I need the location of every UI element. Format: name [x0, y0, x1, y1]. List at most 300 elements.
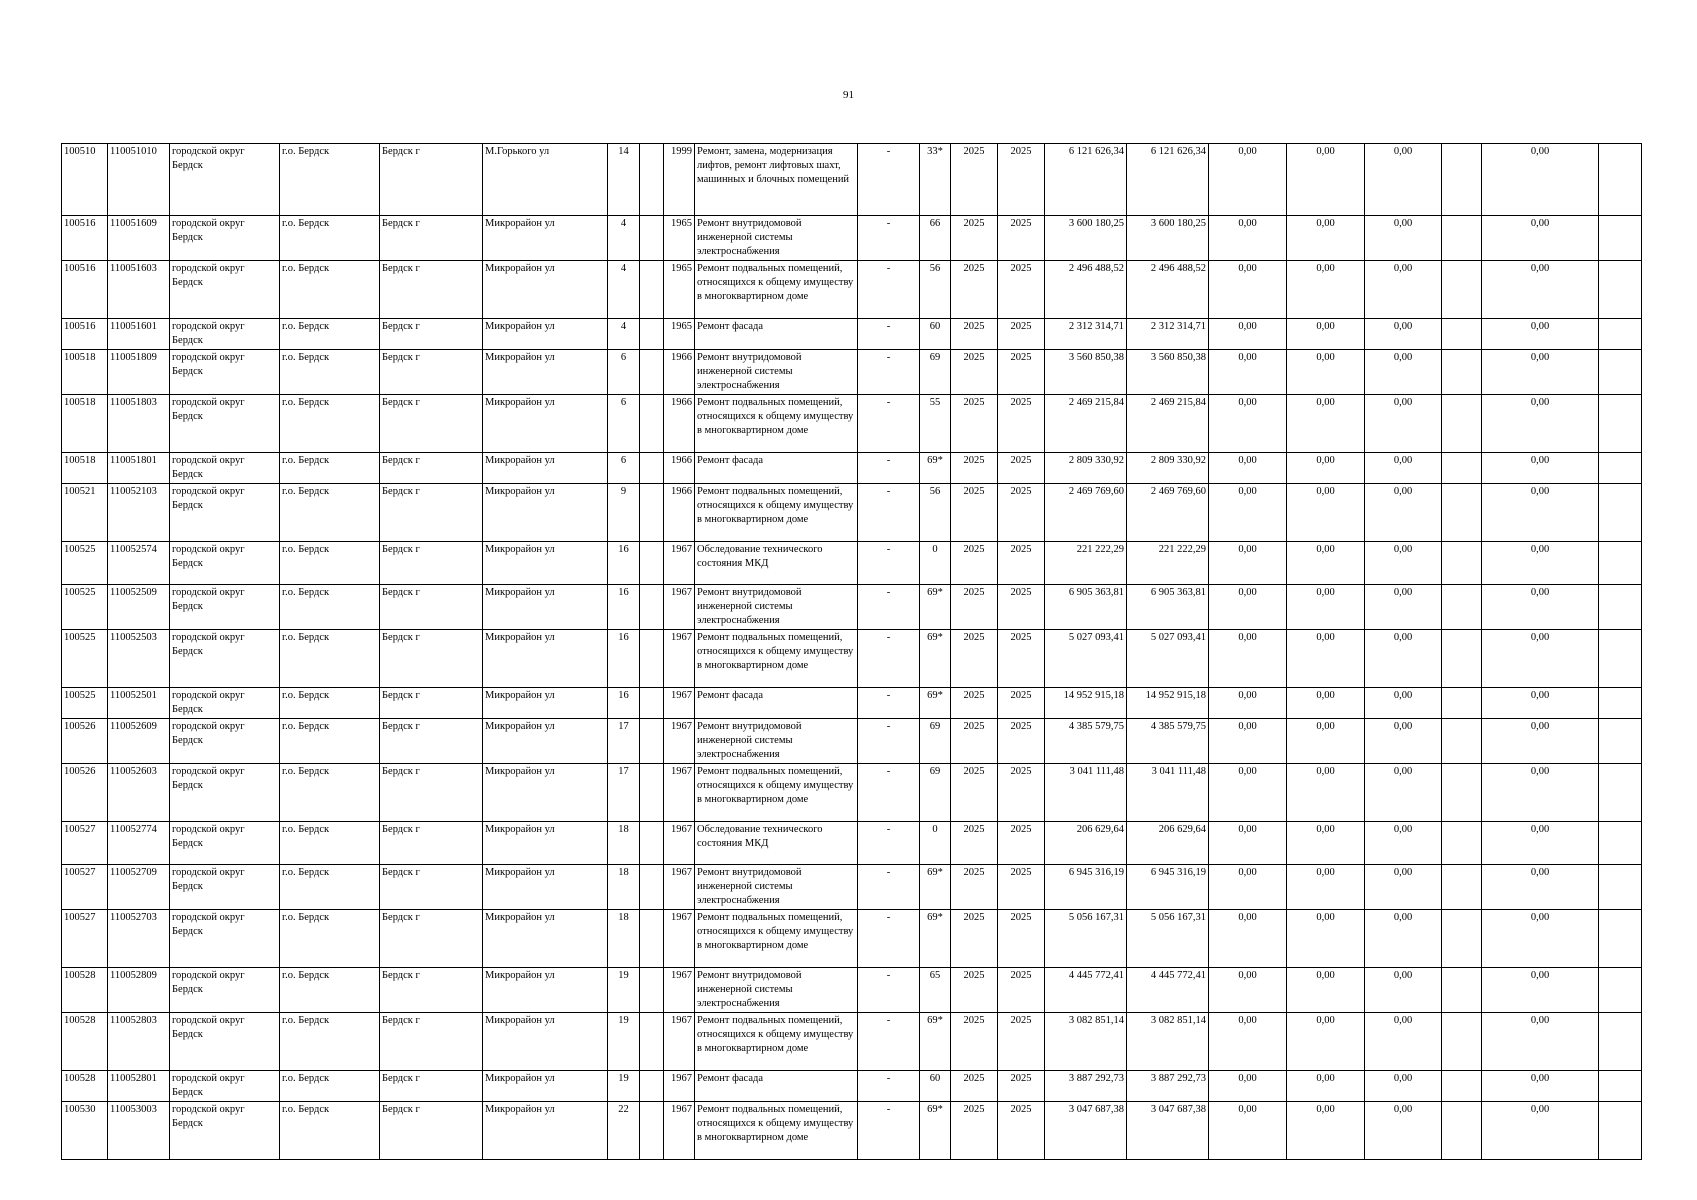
cell-budget-local: 0,00	[1365, 350, 1442, 395]
cell-building-number	[640, 144, 664, 216]
cell-budget-regional: 0,00	[1287, 484, 1365, 542]
cell-fund-cost: 3 047 687,38	[1127, 1102, 1209, 1160]
cell-district: городской округ Бердск	[170, 822, 280, 865]
cell-house-number: 18	[608, 822, 640, 865]
cell-owner-funds: 0,00	[1482, 865, 1599, 910]
cell-building-number	[640, 395, 664, 453]
cell-unit: -	[858, 319, 920, 350]
cell-budget-local: 0,00	[1365, 630, 1442, 688]
cell-unit: -	[858, 688, 920, 719]
cell-house-number: 17	[608, 719, 640, 764]
cell-work-code: 110052774	[108, 822, 170, 865]
cell-build-year: 1967	[664, 1013, 695, 1071]
cell-build-year: 1967	[664, 822, 695, 865]
cell-house-code: 100516	[62, 261, 108, 319]
cell-budget-regional: 0,00	[1287, 865, 1365, 910]
cell-build-year: 1966	[664, 350, 695, 395]
cell-extra-end	[1599, 764, 1642, 822]
cell-municipality: г.о. Бердск	[280, 719, 380, 764]
cell-fund-cost: 5 027 093,41	[1127, 630, 1209, 688]
cell-budget-local: 0,00	[1365, 865, 1442, 910]
cell-house-number: 18	[608, 865, 640, 910]
cell-settlement: Бердск г	[380, 865, 483, 910]
cell-wear-percent: 55	[920, 395, 951, 453]
cell-owner-funds: 0,00	[1482, 968, 1599, 1013]
cell-house-code: 100518	[62, 453, 108, 484]
cell-owner-funds: 0,00	[1482, 484, 1599, 542]
cell-work-code: 110052703	[108, 910, 170, 968]
cell-district: городской округ Бердск	[170, 144, 280, 216]
cell-start-year: 2025	[951, 319, 998, 350]
cell-house-code: 100530	[62, 1102, 108, 1160]
cell-unit: -	[858, 865, 920, 910]
table-row	[62, 144, 1642, 216]
cell-start-year: 2025	[951, 910, 998, 968]
cell-fund-cost: 206 629,64	[1127, 822, 1209, 865]
cell-work-type: Ремонт, замена, модернизация лифтов, ремонт лифтовых шахт, машинных и блочных помещений	[695, 144, 858, 216]
cell-extra-end	[1599, 719, 1642, 764]
cell-fund-cost: 6 945 316,19	[1127, 865, 1209, 910]
cell-budget-regional: 0,00	[1287, 822, 1365, 865]
cell-street: Микрорайон ул	[483, 350, 608, 395]
cell-work-code: 110052609	[108, 719, 170, 764]
cell-build-year: 1967	[664, 968, 695, 1013]
table-row	[62, 764, 1642, 822]
cell-settlement: Бердск г	[380, 688, 483, 719]
cell-house-number: 4	[608, 216, 640, 261]
cell-house-number: 22	[608, 1102, 640, 1160]
cell-extra-end	[1599, 319, 1642, 350]
cell-house-number: 19	[608, 968, 640, 1013]
cell-municipality: г.о. Бердск	[280, 865, 380, 910]
cell-building-number	[640, 1102, 664, 1160]
cell-budget-regional: 0,00	[1287, 630, 1365, 688]
cell-budget-regional: 0,00	[1287, 144, 1365, 216]
cell-unit: -	[858, 968, 920, 1013]
cell-work-type: Ремонт внутридомовой инженерной системы электроснабжения	[695, 350, 858, 395]
cell-unit: -	[858, 261, 920, 319]
cell-owner-funds: 0,00	[1482, 585, 1599, 630]
cell-work-type: Ремонт подвальных помещений, относящихся к общему имуществу в многоквартирном доме	[695, 1102, 858, 1160]
cell-street: Микрорайон ул	[483, 1071, 608, 1102]
cell-settlement: Бердск г	[380, 968, 483, 1013]
cell-extra-end	[1599, 968, 1642, 1013]
cell-owner-funds: 0,00	[1482, 453, 1599, 484]
cell-unit: -	[858, 453, 920, 484]
cell-house-code: 100525	[62, 688, 108, 719]
cell-extra	[1442, 719, 1482, 764]
cell-end-year: 2025	[998, 1071, 1045, 1102]
cell-work-type: Ремонт фасада	[695, 319, 858, 350]
cell-work-code: 110052801	[108, 1071, 170, 1102]
cell-start-year: 2025	[951, 1013, 998, 1071]
cell-budget-federal: 0,00	[1209, 865, 1287, 910]
cell-start-year: 2025	[951, 585, 998, 630]
cell-start-year: 2025	[951, 719, 998, 764]
cell-budget-federal: 0,00	[1209, 968, 1287, 1013]
cell-extra	[1442, 865, 1482, 910]
cell-house-number: 6	[608, 350, 640, 395]
cell-house-number: 14	[608, 144, 640, 216]
cell-street: Микрорайон ул	[483, 910, 608, 968]
cell-build-year: 1966	[664, 453, 695, 484]
cell-extra-end	[1599, 822, 1642, 865]
cell-owner-funds: 0,00	[1482, 1013, 1599, 1071]
cell-budget-federal: 0,00	[1209, 719, 1287, 764]
cell-budget-federal: 0,00	[1209, 1071, 1287, 1102]
cell-house-code: 100510	[62, 144, 108, 216]
cell-budget-regional: 0,00	[1287, 688, 1365, 719]
table-row	[62, 484, 1642, 542]
cell-street: Микрорайон ул	[483, 719, 608, 764]
cell-building-number	[640, 822, 664, 865]
cell-owner-funds: 0,00	[1482, 719, 1599, 764]
cell-settlement: Бердск г	[380, 216, 483, 261]
cell-wear-percent: 0	[920, 542, 951, 585]
cell-end-year: 2025	[998, 968, 1045, 1013]
cell-total-cost: 2 469 769,60	[1045, 484, 1127, 542]
cell-street: Микрорайон ул	[483, 822, 608, 865]
cell-build-year: 1967	[664, 1102, 695, 1160]
cell-owner-funds: 0,00	[1482, 395, 1599, 453]
cell-end-year: 2025	[998, 484, 1045, 542]
cell-district: городской округ Бердск	[170, 688, 280, 719]
cell-fund-cost: 2 496 488,52	[1127, 261, 1209, 319]
cell-end-year: 2025	[998, 585, 1045, 630]
cell-start-year: 2025	[951, 1071, 998, 1102]
table-row	[62, 453, 1642, 484]
cell-build-year: 1999	[664, 144, 695, 216]
cell-budget-federal: 0,00	[1209, 822, 1287, 865]
cell-settlement: Бердск г	[380, 144, 483, 216]
table-row	[62, 261, 1642, 319]
cell-start-year: 2025	[951, 395, 998, 453]
cell-work-type: Обследование технического состояния МКД	[695, 822, 858, 865]
cell-extra	[1442, 968, 1482, 1013]
cell-building-number	[640, 968, 664, 1013]
cell-budget-regional: 0,00	[1287, 719, 1365, 764]
cell-house-code: 100526	[62, 764, 108, 822]
cell-unit: -	[858, 542, 920, 585]
table-row	[62, 1071, 1642, 1102]
cell-budget-federal: 0,00	[1209, 216, 1287, 261]
cell-fund-cost: 2 469 215,84	[1127, 395, 1209, 453]
cell-wear-percent: 69*	[920, 453, 951, 484]
cell-total-cost: 4 445 772,41	[1045, 968, 1127, 1013]
cell-extra	[1442, 484, 1482, 542]
cell-build-year: 1965	[664, 216, 695, 261]
cell-total-cost: 5 027 093,41	[1045, 630, 1127, 688]
cell-budget-regional: 0,00	[1287, 542, 1365, 585]
cell-extra	[1442, 1013, 1482, 1071]
cell-budget-federal: 0,00	[1209, 395, 1287, 453]
table-row	[62, 688, 1642, 719]
cell-house-code: 100525	[62, 542, 108, 585]
cell-settlement: Бердск г	[380, 1013, 483, 1071]
cell-fund-cost: 3 082 851,14	[1127, 1013, 1209, 1071]
cell-house-code: 100516	[62, 216, 108, 261]
cell-end-year: 2025	[998, 1102, 1045, 1160]
cell-street: М.Горького ул	[483, 144, 608, 216]
cell-owner-funds: 0,00	[1482, 216, 1599, 261]
cell-street: Микрорайон ул	[483, 630, 608, 688]
cell-unit: -	[858, 764, 920, 822]
cell-district: городской округ Бердск	[170, 764, 280, 822]
cell-extra	[1442, 542, 1482, 585]
cell-district: городской округ Бердск	[170, 1102, 280, 1160]
cell-extra-end	[1599, 453, 1642, 484]
cell-start-year: 2025	[951, 630, 998, 688]
cell-total-cost: 6 945 316,19	[1045, 865, 1127, 910]
cell-fund-cost: 6 905 363,81	[1127, 585, 1209, 630]
cell-work-code: 110052809	[108, 968, 170, 1013]
cell-total-cost: 3 082 851,14	[1045, 1013, 1127, 1071]
cell-extra	[1442, 319, 1482, 350]
cell-start-year: 2025	[951, 144, 998, 216]
cell-budget-local: 0,00	[1365, 764, 1442, 822]
cell-unit: -	[858, 719, 920, 764]
cell-budget-regional: 0,00	[1287, 1071, 1365, 1102]
cell-budget-regional: 0,00	[1287, 319, 1365, 350]
cell-budget-regional: 0,00	[1287, 350, 1365, 395]
cell-extra	[1442, 1071, 1482, 1102]
cell-house-number: 16	[608, 585, 640, 630]
cell-total-cost: 6 121 626,34	[1045, 144, 1127, 216]
cell-municipality: г.о. Бердск	[280, 542, 380, 585]
cell-build-year: 1967	[664, 688, 695, 719]
cell-street: Микрорайон ул	[483, 261, 608, 319]
table-row	[62, 719, 1642, 764]
cell-building-number	[640, 1071, 664, 1102]
register-table	[61, 143, 1642, 1160]
cell-budget-federal: 0,00	[1209, 144, 1287, 216]
cell-house-number: 4	[608, 319, 640, 350]
cell-district: городской округ Бердск	[170, 350, 280, 395]
cell-work-type: Ремонт подвальных помещений, относящихся к общему имуществу в многоквартирном доме	[695, 630, 858, 688]
cell-budget-federal: 0,00	[1209, 585, 1287, 630]
cell-house-number: 17	[608, 764, 640, 822]
cell-work-type: Ремонт фасада	[695, 1071, 858, 1102]
cell-unit: -	[858, 1071, 920, 1102]
cell-settlement: Бердск г	[380, 630, 483, 688]
cell-budget-local: 0,00	[1365, 822, 1442, 865]
cell-build-year: 1967	[664, 719, 695, 764]
cell-total-cost: 3 887 292,73	[1045, 1071, 1127, 1102]
cell-house-number: 6	[608, 395, 640, 453]
cell-house-code: 100528	[62, 968, 108, 1013]
cell-wear-percent: 60	[920, 319, 951, 350]
cell-budget-local: 0,00	[1365, 144, 1442, 216]
cell-fund-cost: 5 056 167,31	[1127, 910, 1209, 968]
cell-municipality: г.о. Бердск	[280, 688, 380, 719]
cell-end-year: 2025	[998, 719, 1045, 764]
table-row	[62, 350, 1642, 395]
cell-budget-local: 0,00	[1365, 1102, 1442, 1160]
cell-owner-funds: 0,00	[1482, 688, 1599, 719]
cell-house-code: 100528	[62, 1013, 108, 1071]
cell-budget-regional: 0,00	[1287, 216, 1365, 261]
table-row	[62, 630, 1642, 688]
table-row	[62, 968, 1642, 1013]
cell-house-code: 100518	[62, 350, 108, 395]
cell-total-cost: 2 312 314,71	[1045, 319, 1127, 350]
cell-work-type: Ремонт подвальных помещений, относящихся к общему имуществу в многоквартирном доме	[695, 764, 858, 822]
cell-municipality: г.о. Бердск	[280, 1013, 380, 1071]
cell-district: городской округ Бердск	[170, 865, 280, 910]
cell-wear-percent: 0	[920, 822, 951, 865]
cell-build-year: 1965	[664, 319, 695, 350]
cell-district: городской округ Бердск	[170, 484, 280, 542]
cell-extra-end	[1599, 1102, 1642, 1160]
page-number: 91	[843, 89, 854, 101]
cell-start-year: 2025	[951, 865, 998, 910]
cell-unit: -	[858, 630, 920, 688]
cell-wear-percent: 69*	[920, 1013, 951, 1071]
cell-owner-funds: 0,00	[1482, 350, 1599, 395]
cell-unit: -	[858, 216, 920, 261]
cell-end-year: 2025	[998, 216, 1045, 261]
cell-budget-federal: 0,00	[1209, 542, 1287, 585]
cell-district: городской округ Бердск	[170, 968, 280, 1013]
cell-total-cost: 3 600 180,25	[1045, 216, 1127, 261]
cell-house-code: 100528	[62, 1071, 108, 1102]
cell-street: Микрорайон ул	[483, 968, 608, 1013]
cell-wear-percent: 65	[920, 968, 951, 1013]
cell-start-year: 2025	[951, 453, 998, 484]
cell-building-number	[640, 585, 664, 630]
cell-unit: -	[858, 1013, 920, 1071]
cell-budget-federal: 0,00	[1209, 630, 1287, 688]
cell-extra-end	[1599, 216, 1642, 261]
cell-work-type: Ремонт фасада	[695, 453, 858, 484]
cell-municipality: г.о. Бердск	[280, 395, 380, 453]
cell-municipality: г.о. Бердск	[280, 350, 380, 395]
cell-extra-end	[1599, 1013, 1642, 1071]
cell-extra-end	[1599, 144, 1642, 216]
cell-owner-funds: 0,00	[1482, 542, 1599, 585]
cell-municipality: г.о. Бердск	[280, 1071, 380, 1102]
cell-extra-end	[1599, 585, 1642, 630]
cell-work-code: 110052574	[108, 542, 170, 585]
cell-build-year: 1967	[664, 865, 695, 910]
table-row	[62, 1013, 1642, 1071]
cell-house-code: 100527	[62, 822, 108, 865]
cell-building-number	[640, 542, 664, 585]
cell-extra	[1442, 395, 1482, 453]
cell-budget-federal: 0,00	[1209, 484, 1287, 542]
table-row	[62, 910, 1642, 968]
cell-budget-regional: 0,00	[1287, 910, 1365, 968]
cell-wear-percent: 60	[920, 1071, 951, 1102]
cell-total-cost: 221 222,29	[1045, 542, 1127, 585]
cell-work-type: Ремонт внутридомовой инженерной системы электроснабжения	[695, 865, 858, 910]
cell-extra	[1442, 350, 1482, 395]
cell-district: городской округ Бердск	[170, 585, 280, 630]
cell-settlement: Бердск г	[380, 319, 483, 350]
cell-end-year: 2025	[998, 395, 1045, 453]
cell-building-number	[640, 688, 664, 719]
cell-budget-regional: 0,00	[1287, 395, 1365, 453]
cell-municipality: г.о. Бердск	[280, 453, 380, 484]
cell-start-year: 2025	[951, 764, 998, 822]
cell-work-code: 110053003	[108, 1102, 170, 1160]
cell-fund-cost: 3 887 292,73	[1127, 1071, 1209, 1102]
cell-building-number	[640, 764, 664, 822]
cell-street: Микрорайон ул	[483, 319, 608, 350]
cell-work-code: 110051010	[108, 144, 170, 216]
cell-start-year: 2025	[951, 542, 998, 585]
cell-building-number	[640, 910, 664, 968]
cell-owner-funds: 0,00	[1482, 144, 1599, 216]
cell-house-code: 100525	[62, 630, 108, 688]
cell-budget-federal: 0,00	[1209, 1013, 1287, 1071]
cell-extra-end	[1599, 865, 1642, 910]
cell-street: Микрорайон ул	[483, 395, 608, 453]
table-row	[62, 865, 1642, 910]
cell-work-type: Ремонт внутридомовой инженерной системы электроснабжения	[695, 719, 858, 764]
cell-district: городской округ Бердск	[170, 910, 280, 968]
cell-budget-federal: 0,00	[1209, 453, 1287, 484]
cell-extra-end	[1599, 350, 1642, 395]
cell-street: Микрорайон ул	[483, 453, 608, 484]
cell-extra	[1442, 585, 1482, 630]
cell-settlement: Бердск г	[380, 1071, 483, 1102]
cell-house-code: 100516	[62, 319, 108, 350]
cell-wear-percent: 56	[920, 261, 951, 319]
cell-build-year: 1967	[664, 1071, 695, 1102]
cell-district: городской округ Бердск	[170, 542, 280, 585]
cell-work-code: 110051801	[108, 453, 170, 484]
cell-start-year: 2025	[951, 822, 998, 865]
cell-extra	[1442, 910, 1482, 968]
cell-building-number	[640, 865, 664, 910]
cell-district: городской округ Бердск	[170, 1071, 280, 1102]
cell-budget-local: 0,00	[1365, 261, 1442, 319]
cell-street: Микрорайон ул	[483, 865, 608, 910]
cell-house-code: 100518	[62, 395, 108, 453]
cell-total-cost: 2 496 488,52	[1045, 261, 1127, 319]
cell-build-year: 1967	[664, 585, 695, 630]
cell-build-year: 1966	[664, 484, 695, 542]
cell-unit: -	[858, 585, 920, 630]
cell-settlement: Бердск г	[380, 453, 483, 484]
cell-work-code: 110052503	[108, 630, 170, 688]
cell-street: Микрорайон ул	[483, 1013, 608, 1071]
cell-extra-end	[1599, 1071, 1642, 1102]
cell-fund-cost: 3 041 111,48	[1127, 764, 1209, 822]
cell-start-year: 2025	[951, 216, 998, 261]
cell-budget-local: 0,00	[1365, 1071, 1442, 1102]
cell-extra	[1442, 144, 1482, 216]
cell-total-cost: 3 560 850,38	[1045, 350, 1127, 395]
cell-street: Микрорайон ул	[483, 216, 608, 261]
cell-settlement: Бердск г	[380, 484, 483, 542]
table-row	[62, 822, 1642, 865]
cell-budget-local: 0,00	[1365, 688, 1442, 719]
cell-budget-regional: 0,00	[1287, 261, 1365, 319]
cell-owner-funds: 0,00	[1482, 1071, 1599, 1102]
cell-build-year: 1967	[664, 910, 695, 968]
table-body	[62, 144, 1642, 1160]
cell-owner-funds: 0,00	[1482, 910, 1599, 968]
cell-municipality: г.о. Бердск	[280, 144, 380, 216]
cell-work-code: 110052501	[108, 688, 170, 719]
cell-start-year: 2025	[951, 484, 998, 542]
cell-work-type: Ремонт подвальных помещений, относящихся к общему имуществу в многоквартирном доме	[695, 395, 858, 453]
cell-settlement: Бердск г	[380, 910, 483, 968]
cell-building-number	[640, 1013, 664, 1071]
cell-wear-percent: 69*	[920, 1102, 951, 1160]
